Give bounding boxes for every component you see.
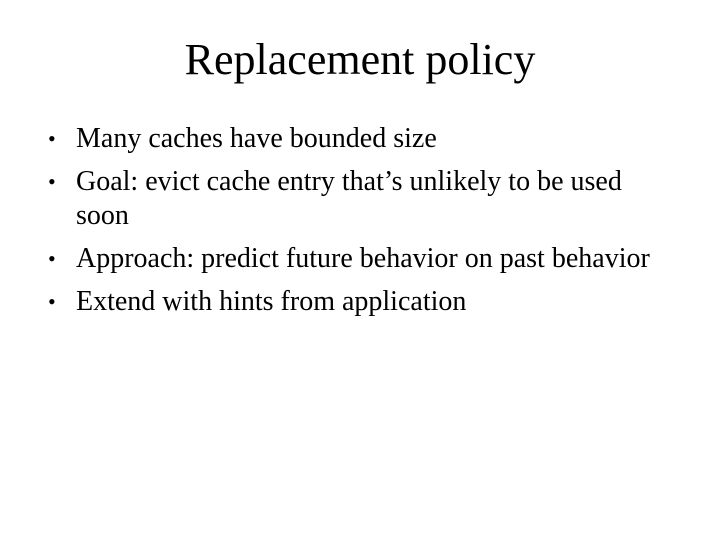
bullet-marker: • — [48, 289, 56, 314]
bullet-list — [42, 122, 662, 328]
bullet-marker: • — [48, 126, 56, 151]
bullet-item — [42, 242, 662, 276]
bullet-text: Extend with hints from application — [76, 286, 467, 317]
bullet-text: Goal: evict cache entry that’s unlikely to be used soon — [76, 166, 622, 231]
bullet-marker: • — [48, 246, 56, 271]
bullet-text: Many caches have bounded size — [76, 123, 437, 154]
bullet-item — [42, 285, 662, 319]
bullet-item — [42, 122, 662, 156]
bullet-text: Approach: predict future behavior on past behavior — [76, 243, 650, 274]
slide-title: Replacement policy — [184, 35, 536, 84]
bullet-marker: • — [48, 169, 56, 194]
bullet-item — [42, 165, 662, 233]
